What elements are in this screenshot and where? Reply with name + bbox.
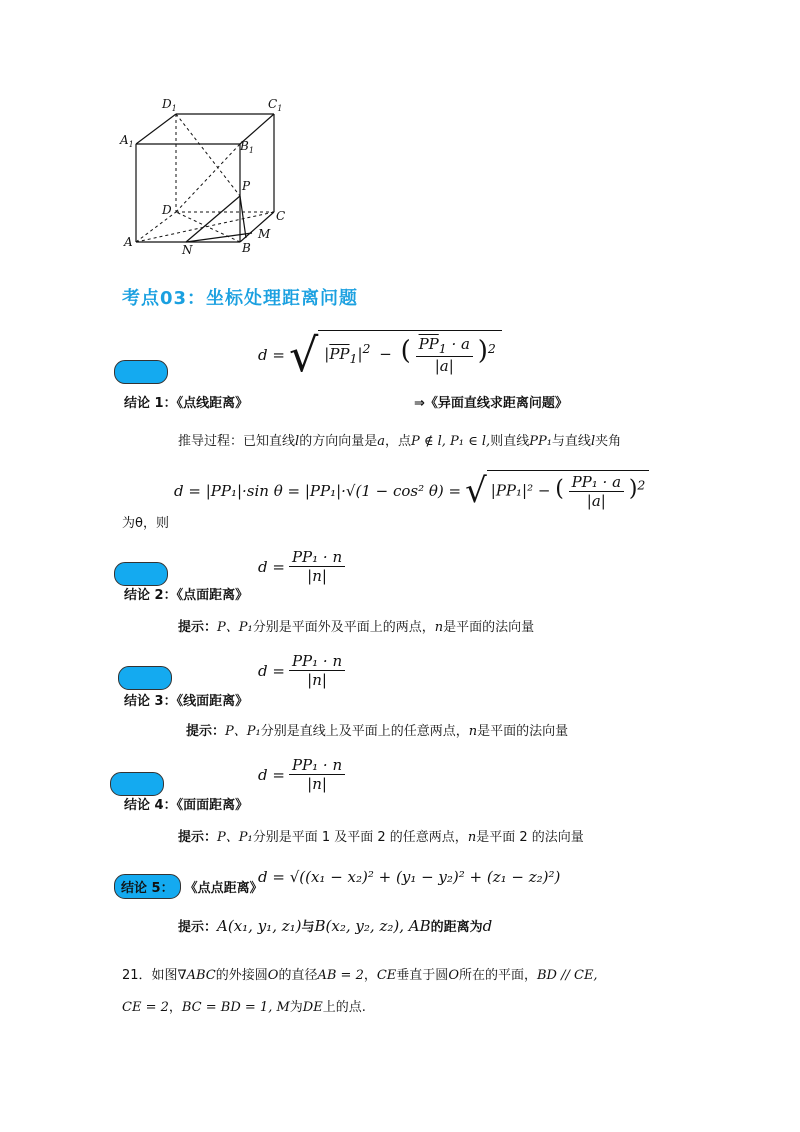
label-d1: $D_1$ bbox=[162, 97, 177, 113]
label-a1: $A_1$ bbox=[120, 133, 134, 149]
pill-decoration-1 bbox=[114, 360, 168, 384]
derivation-formula: d = |PP₁|·sin θ = |PP₁|·√(1 − cos² θ) = √ |PP₁|² − ( $\frac{\text{PP₁ · a}}{|a|}$ )$^2$ bbox=[174, 470, 649, 512]
conclusion-5-label: 《点点距离》 bbox=[184, 881, 263, 896]
sqrt-symbol: √ bbox=[288, 327, 319, 382]
label-c: C bbox=[276, 209, 286, 223]
label-b1: $B_1$ bbox=[240, 139, 254, 155]
problem-21-line-1: 21．如图∇ABC的外接圆O的直径AB = 2，CE垂直于圆O所在的平面，BD // CE, bbox=[122, 968, 598, 983]
conclusion-2-formula: d = $\frac{\text{PP₁ · n}}{|n|}$ bbox=[258, 548, 345, 585]
label-c1: $C_1$ bbox=[268, 97, 283, 113]
pill-decoration-3 bbox=[118, 666, 172, 690]
label-n: N bbox=[182, 243, 193, 256]
derivation-line-2: 为θ，则 bbox=[122, 516, 169, 531]
cube-diagram bbox=[118, 96, 298, 256]
label-b: B bbox=[242, 241, 251, 255]
conclusion-2-hint: 提示：P、P₁分别是平面外及平面上的两点，n是平面的法向量 bbox=[178, 620, 535, 635]
label-p: P bbox=[242, 179, 251, 193]
c1-fraction: $\frac{\overline{PP}_1 \cdot a}{|a|}$ bbox=[416, 335, 473, 375]
conclusion-4-label: 结论 4：《面面距离》 bbox=[124, 798, 249, 813]
sqrt-content: $|\overline{PP}_1|^2$ − ( $\frac{\overline{PP}_1 \cdot a}{|a|}$ )$^2$ bbox=[318, 330, 502, 379]
conclusion-3-label: 结论 3：《线面距离》 bbox=[124, 694, 249, 709]
pill-decoration-2 bbox=[114, 562, 168, 586]
conclusion-5-pill: 结论 5： bbox=[114, 874, 181, 899]
problem-21-line-2: CE = 2，BC = BD = 1, M为DE上的点. bbox=[122, 1000, 366, 1015]
conclusion-5-hint: 提示：A(x₁, y₁, z₁)与B(x₂, y₂, z₂), AB的距离为d bbox=[178, 917, 493, 935]
conclusion-3-formula: d = $\frac{\text{PP₁ · n}}{|n|}$ bbox=[258, 652, 345, 689]
label-m: M bbox=[258, 227, 271, 241]
conclusion-4-formula: d = $\frac{\text{PP₁ · n}}{|n|}$ bbox=[258, 756, 345, 793]
conclusion-1-label: 结论 1：《点线距离》 bbox=[124, 396, 249, 411]
derivation-line: 推导过程：已知直线l的方向向量是a，点P ∉ l, P₁ ∈ l,则直线PP₁与直线l夹角 bbox=[178, 434, 622, 449]
conclusion-1-arrow-text: ⇒《异面直线求距离问题》 bbox=[414, 396, 568, 411]
label-a: A bbox=[124, 235, 133, 249]
conclusion-3-hint: 提示：P、P₁分别是直线上及平面上的任意两点，n是平面的法向量 bbox=[186, 724, 569, 739]
cube-figure bbox=[118, 96, 298, 256]
conclusion-5-formula: d = √((x₁ − x₂)² + (y₁ − y₂)² + (z₁ − z₂)²) bbox=[258, 868, 561, 886]
conclusion-4-hint: 提示：P、P₁分别是平面 1 及平面 2 的任意两点，n是平面 2 的法向量 bbox=[178, 830, 584, 845]
conclusion-5-label-row bbox=[114, 874, 263, 899]
pill-decoration-4 bbox=[110, 772, 164, 796]
conclusion-2-label: 结论 2：《点面距离》 bbox=[124, 588, 249, 603]
section-heading: 考点03：坐标处理距离问题 bbox=[122, 288, 359, 309]
label-d: D bbox=[162, 203, 172, 217]
conclusion-1-formula: d = √ $|\overline{PP}_1|^2$ − ( $\frac{\overline{PP}_1 \cdot a}{|a|}$ )$^2$ bbox=[258, 330, 502, 379]
